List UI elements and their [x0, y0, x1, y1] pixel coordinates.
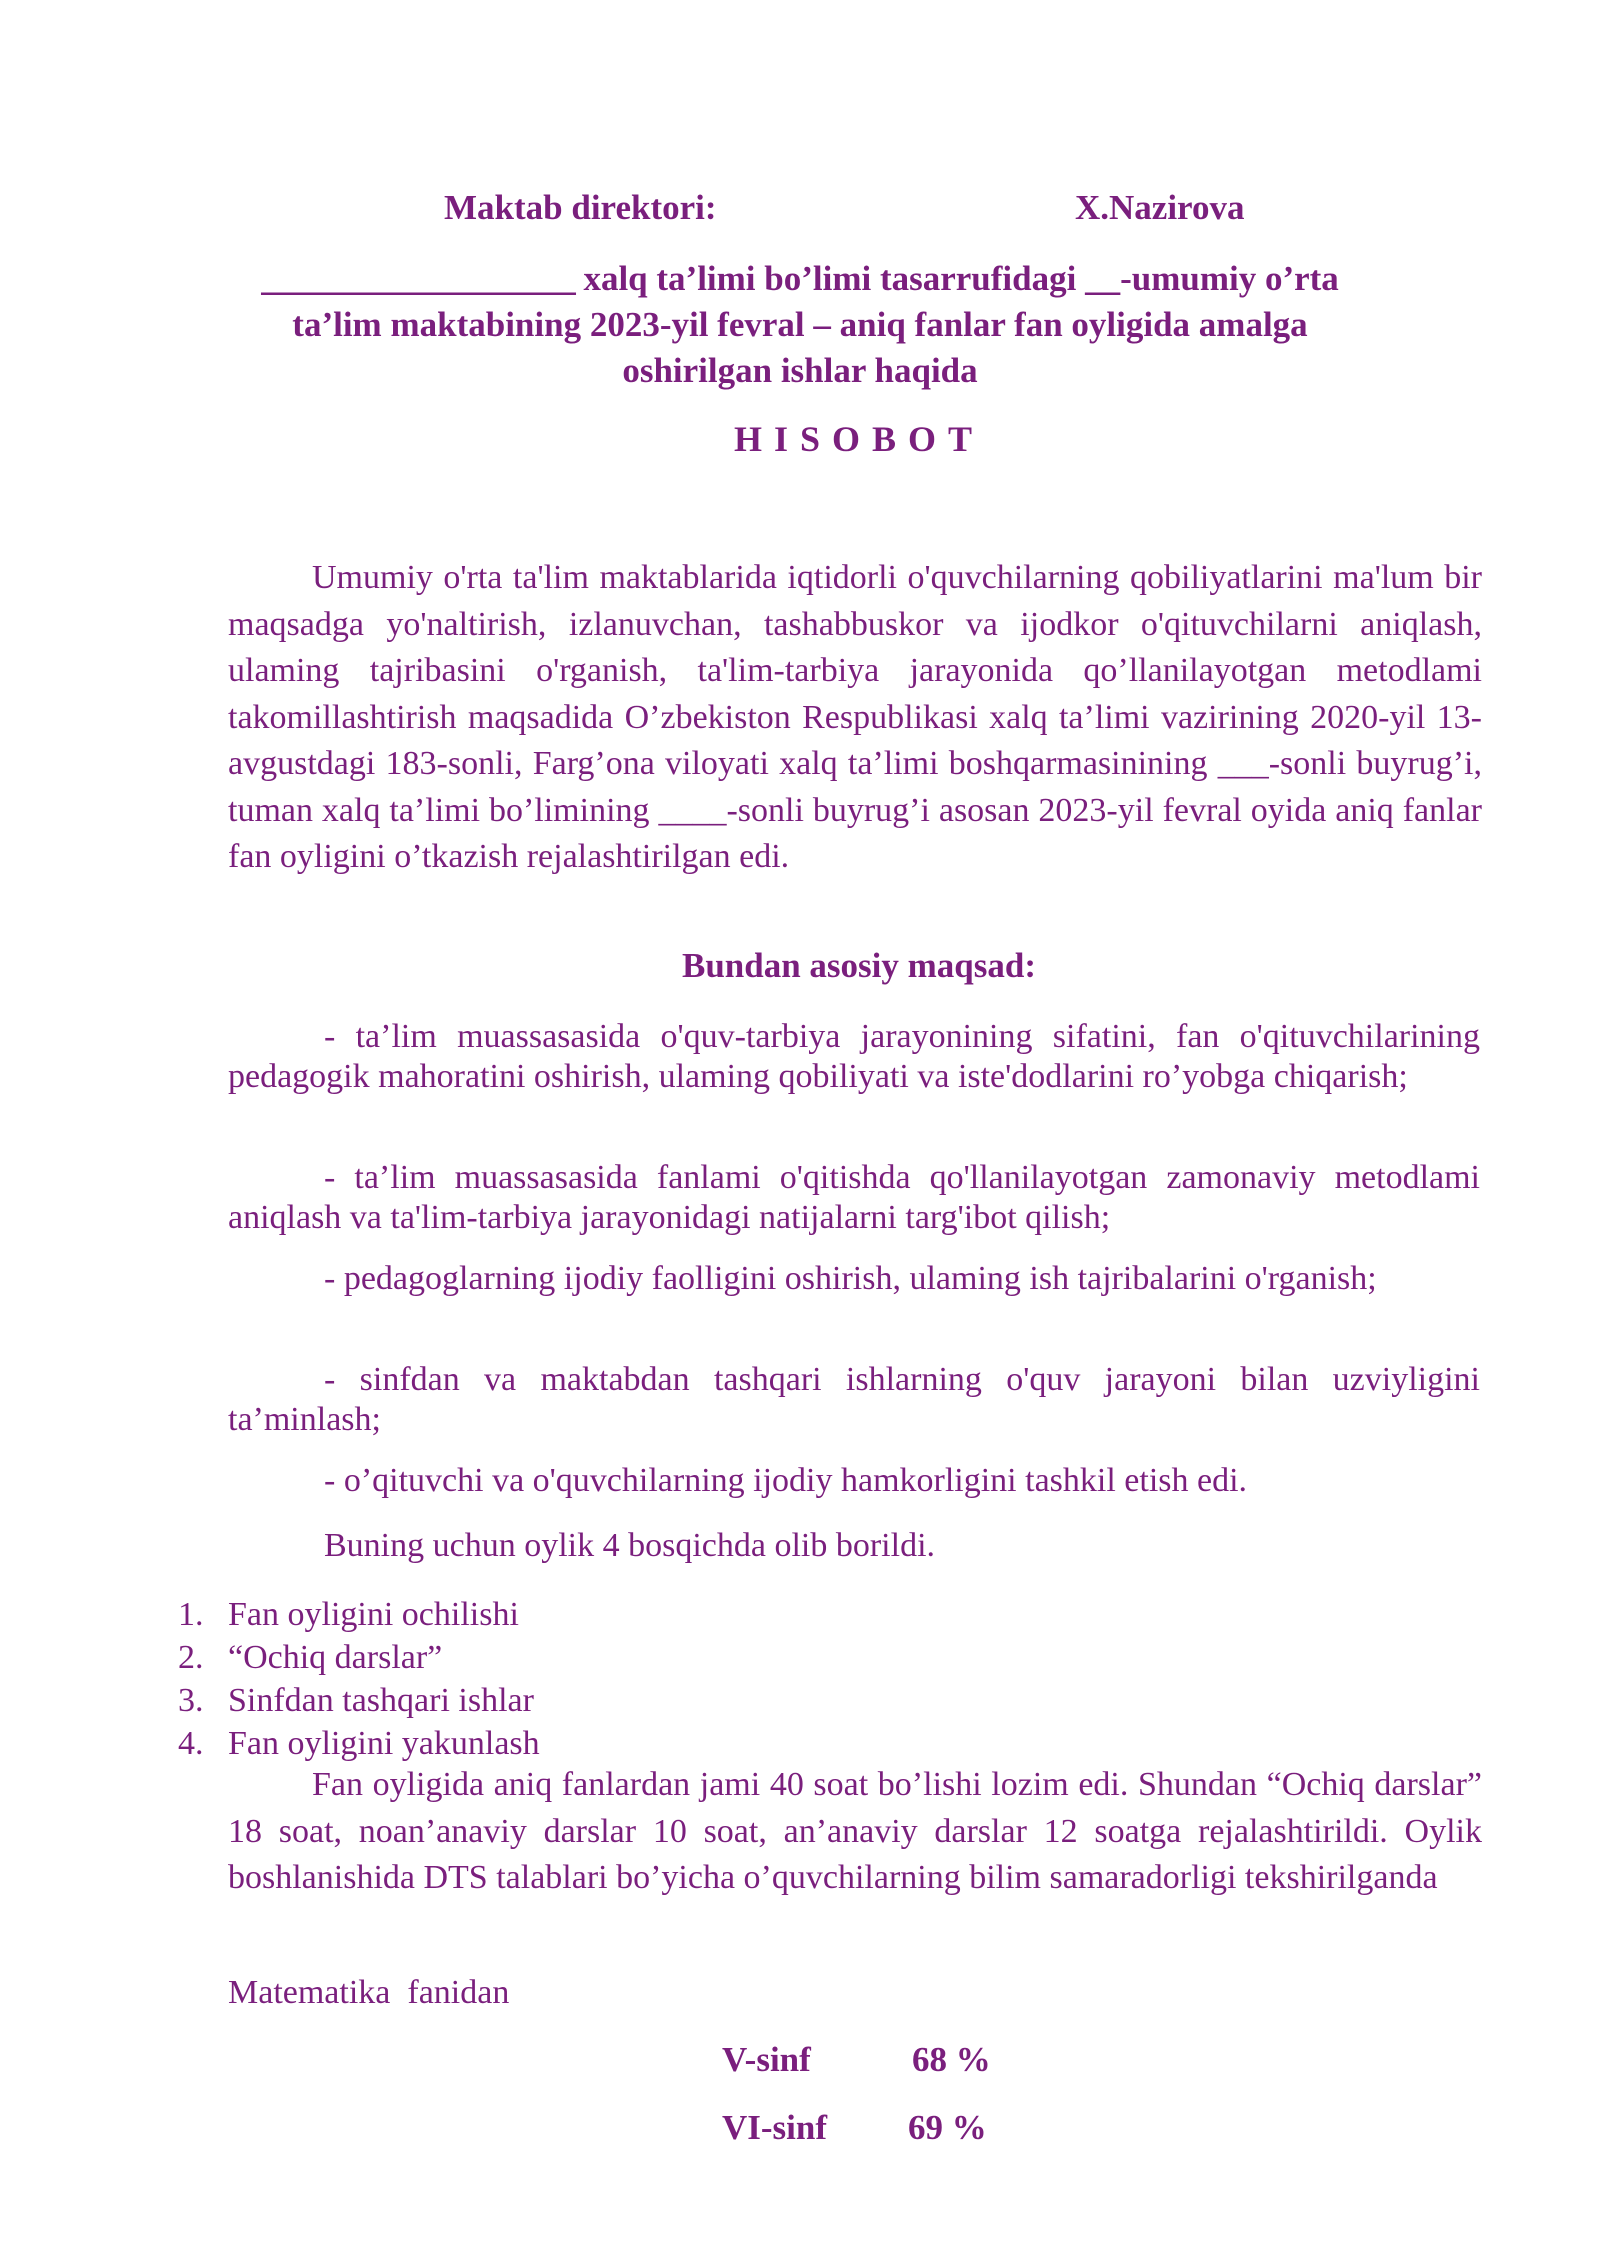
goal-item: - sinfdan va maktabdan tashqari ishlarning o'quv jarayoni bilan uzviyligini ta’minlash; — [228, 1361, 1480, 1438]
result-percent: 68 % — [912, 2040, 991, 2079]
result-grade: V-sinf — [722, 2040, 811, 2079]
goals-heading: Bundan asosiy maqsad: — [681, 946, 1037, 985]
goal-item: - ta’lim muassasasida o'quv-tarbiya jarayonining sifatini, fan o'qituvchilarining pedagogik mahoratini oshirish, ulaming qobiliyati va iste'dodlarini ro’yobga chiqarish; — [228, 1018, 1480, 1095]
stages-list — [178, 1593, 540, 1765]
list-item: 1. Fan oyligini ochilishi — [178, 1596, 519, 1633]
title-line-2: ta’lim maktabining 2023-yil fevral – aniq fanlar fan oyligida amalga — [292, 305, 1308, 344]
title-line-1 — [0, 256, 1600, 302]
result-percent: 69 % — [908, 2108, 987, 2147]
subject-label: Matematika fanidan — [228, 1974, 510, 2011]
director-name: X.Nazirova — [1075, 188, 1245, 227]
title-line-1-text: xalq ta’limi bo’limi tasarrufidagi __-umumiy o’rta — [574, 259, 1339, 298]
list-item: 2. “Ochiq darslar” — [178, 1639, 443, 1676]
list-item: 4. Fan oyligini yakunlash — [178, 1725, 540, 1762]
result-grade: VI-sinf — [722, 2108, 828, 2147]
title-blank: ___________________ — [261, 259, 575, 298]
goal-item: - o’qituvchi va o'quvchilarning ijodiy hamkorligini tashkil etish edi. — [324, 1462, 1248, 1499]
intro-paragraph: Umumiy o'rta ta'lim maktablarida iqtidorli o'quvchilarning qobiliyatlarini ma'lum bir maqsadga yo'naltirish, izlanuvchan, tashabbuskor va ijodkor o'qituvchilarni aniqlash, ulaming tajribasini o'rganish, ta'lim-tarbiya jarayonida qo’llanilayotgan metodlami takomillashtirish maqsadida O’zbekiston Respublikasi xalq ta’limi vazirining 2020-yil 13-avgustdagi 183-sonli, Farg’ona viloyati xalq ta’limi boshqarmasinining ___-sonli buyrug’i, tuman xalq ta’limi bo’limining ____-sonli buyrug’i asosan 2023-yil fevral oyida aniq fanlar fan oyligini o’tkazish rejalashtirilgan edi. — [228, 559, 1482, 875]
report-title — [0, 256, 1600, 394]
list-item: 3. Sinfdan tashqari ishlar — [178, 1682, 534, 1719]
goal-item: - pedagoglarning ijodiy faolligini oshirish, ulaming ish tajribalarini o'rganish; — [324, 1260, 1377, 1297]
hours-paragraph: Fan oyligida aniq fanlardan jami 40 soat bo’lishi lozim edi. Shundan “Ochiq darslar” 18 soat, noan’anaviy darslar 10 soat, an’anaviy darslar 12 soatga rejalashtirildi. Oylik boshlanishida DTS talablari bo’yicha o’quvchilarning bilim samaradorligi tekshirilganda — [228, 1766, 1482, 1896]
director-label: Maktab direktori: — [444, 188, 717, 227]
document-type-heading: HISOBOT — [733, 419, 985, 459]
goal-item: - ta’lim muassasasida fanlami o'qitishda qo'llanilayotgan zamonaviy metodlami aniqlash va ta'lim-tarbiya jarayonidagi natijalarni targ'ibot qilish; — [228, 1159, 1480, 1236]
stages-intro: Buning uchun oylik 4 bosqichda olib borildi. — [324, 1527, 936, 1564]
title-line-3: oshirilgan ishlar haqida — [622, 351, 978, 390]
